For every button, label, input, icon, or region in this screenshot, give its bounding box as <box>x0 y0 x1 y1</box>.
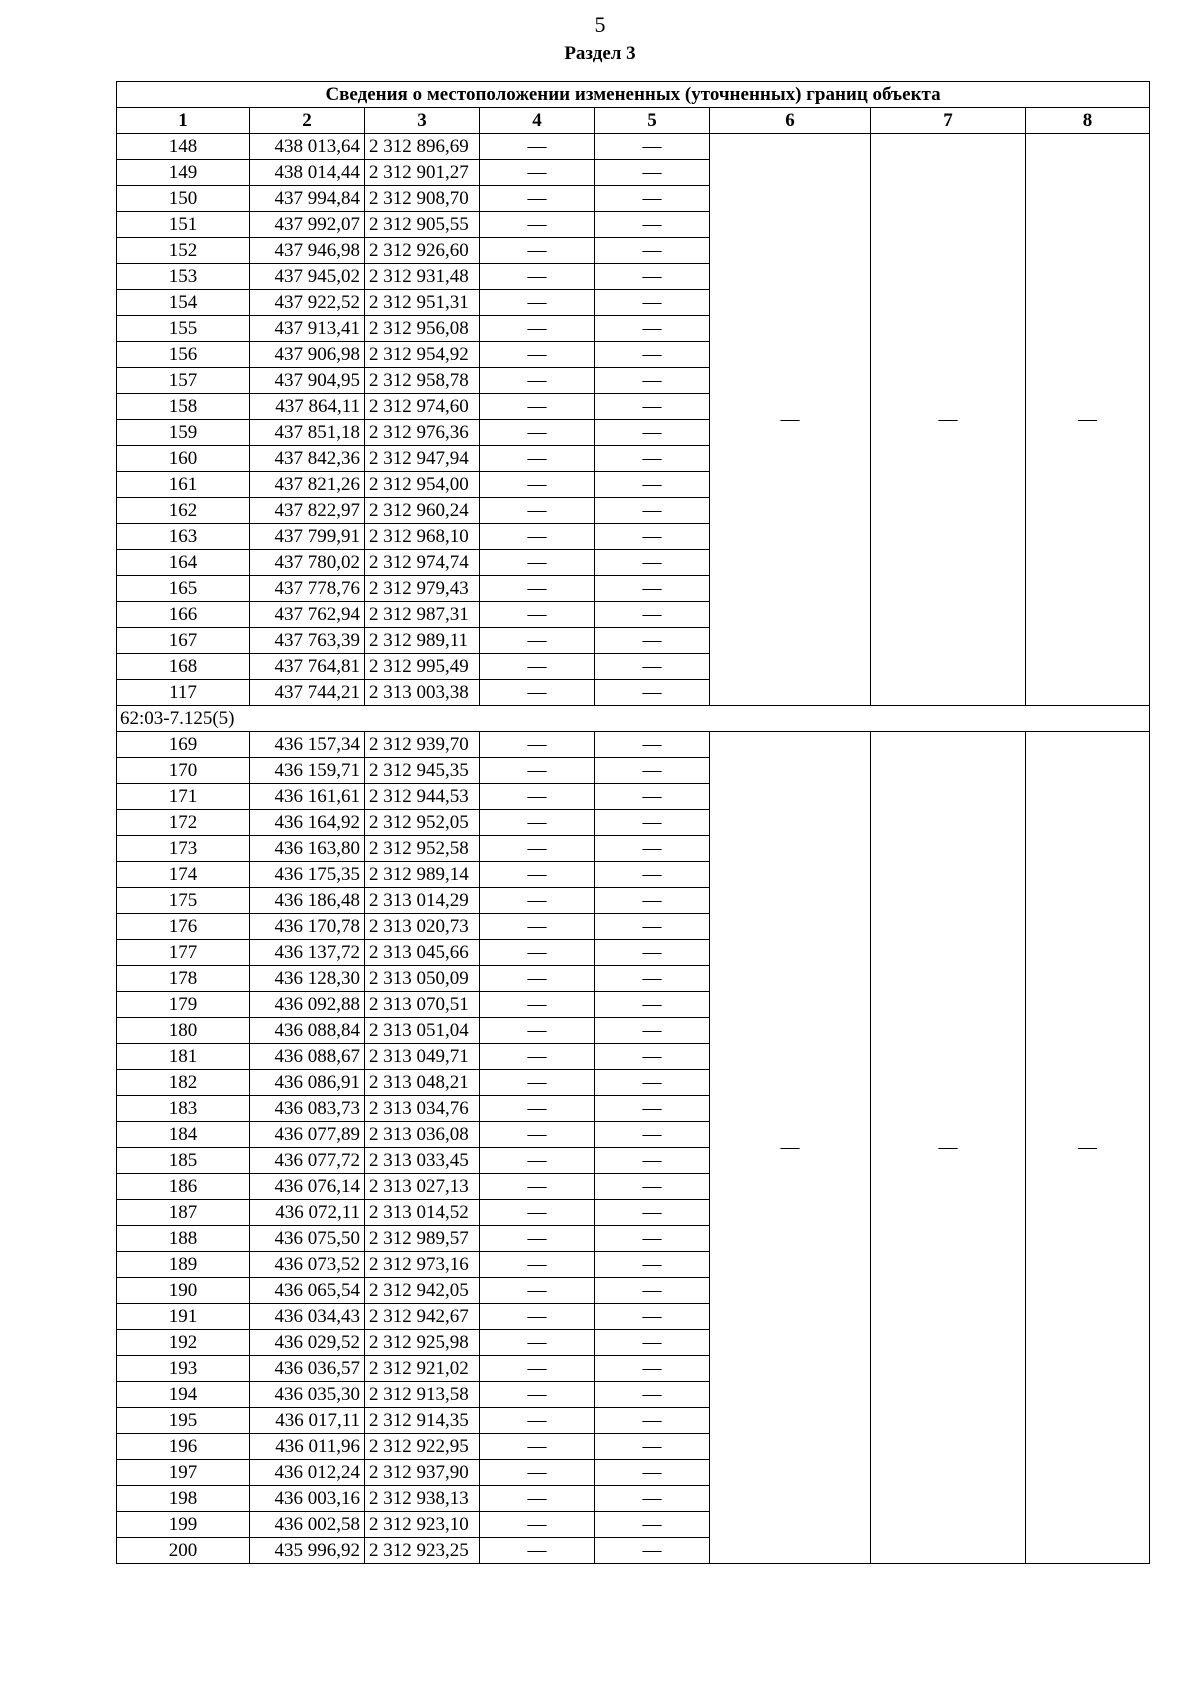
empty-value-dash: — <box>595 1434 710 1460</box>
point-number-cell: 150 <box>117 186 250 212</box>
empty-value-dash: — <box>480 472 595 498</box>
empty-value-dash: — <box>595 758 710 784</box>
coordinate-x-cell: 437 822,97 <box>250 498 365 524</box>
point-number-cell: 167 <box>117 628 250 654</box>
empty-value-dash: — <box>480 940 595 966</box>
empty-value-dash: — <box>595 1096 710 1122</box>
coordinate-y-cell: 2 312 951,31 <box>365 290 480 316</box>
coordinate-x-cell: 438 013,64 <box>250 134 365 160</box>
empty-value-dash: — <box>480 368 595 394</box>
point-number-cell: 184 <box>117 1122 250 1148</box>
column-header: 3 <box>365 108 480 134</box>
coordinate-x-cell: 436 076,14 <box>250 1174 365 1200</box>
column-number-row <box>117 108 1150 134</box>
coordinate-y-cell: 2 312 976,36 <box>365 420 480 446</box>
empty-value-dash: — <box>595 1200 710 1226</box>
point-number-cell: 168 <box>117 654 250 680</box>
empty-value-dash: — <box>480 654 595 680</box>
empty-value-dash: — <box>480 212 595 238</box>
empty-value-dash: — <box>595 446 710 472</box>
point-number-cell: 186 <box>117 1174 250 1200</box>
empty-value-dash: — <box>595 966 710 992</box>
coordinate-y-cell: 2 312 923,25 <box>365 1538 480 1564</box>
point-number-cell: 157 <box>117 368 250 394</box>
coordinate-y-cell: 2 312 974,60 <box>365 394 480 420</box>
coordinate-y-cell: 2 312 956,08 <box>365 316 480 342</box>
coordinate-y-cell: 2 312 905,55 <box>365 212 480 238</box>
empty-value-dash: — <box>480 1018 595 1044</box>
coordinate-x-cell: 437 945,02 <box>250 264 365 290</box>
coordinate-x-cell: 437 764,81 <box>250 654 365 680</box>
empty-value-dash: — <box>595 862 710 888</box>
coordinate-x-cell: 436 077,89 <box>250 1122 365 1148</box>
empty-value-dash: — <box>480 498 595 524</box>
empty-value-dash: — <box>595 1278 710 1304</box>
point-number-cell: 152 <box>117 238 250 264</box>
coordinate-y-cell: 2 312 968,10 <box>365 524 480 550</box>
coordinate-x-cell: 437 864,11 <box>250 394 365 420</box>
point-number-cell: 182 <box>117 1070 250 1096</box>
empty-value-dash: — <box>595 1408 710 1434</box>
coordinate-y-cell: 2 313 020,73 <box>365 914 480 940</box>
empty-value-dash: — <box>595 186 710 212</box>
coordinate-y-cell: 2 312 914,35 <box>365 1408 480 1434</box>
coordinate-x-cell: 436 075,50 <box>250 1226 365 1252</box>
coordinate-y-cell: 2 313 027,13 <box>365 1174 480 1200</box>
empty-value-dash: — <box>480 316 595 342</box>
coordinate-y-cell: 2 312 926,60 <box>365 238 480 264</box>
coordinate-y-cell: 2 313 051,04 <box>365 1018 480 1044</box>
coordinate-x-cell: 436 170,78 <box>250 914 365 940</box>
empty-value-dash: — <box>595 1226 710 1252</box>
empty-value-dash: — <box>595 1538 710 1564</box>
empty-value-dash: — <box>480 1200 595 1226</box>
empty-value-dash: — <box>480 342 595 368</box>
empty-value-dash: — <box>595 1382 710 1408</box>
empty-value-dash: — <box>595 888 710 914</box>
coordinate-x-cell: 437 906,98 <box>250 342 365 368</box>
empty-value-dash: — <box>595 342 710 368</box>
empty-value-dash: — <box>480 836 595 862</box>
empty-value-dash: — <box>480 628 595 654</box>
coordinate-x-cell: 436 002,58 <box>250 1512 365 1538</box>
coordinate-x-cell: 436 003,16 <box>250 1486 365 1512</box>
empty-value-dash: — <box>595 290 710 316</box>
coordinate-x-cell: 436 137,72 <box>250 940 365 966</box>
coordinate-y-cell: 2 312 908,70 <box>365 186 480 212</box>
empty-value-dash: — <box>595 940 710 966</box>
empty-value-dash: — <box>480 1330 595 1356</box>
coordinate-x-cell: 437 994,84 <box>250 186 365 212</box>
empty-value-dash: — <box>480 1486 595 1512</box>
empty-value-dash: — <box>480 1408 595 1434</box>
empty-value-dash: — <box>480 550 595 576</box>
table-row <box>117 732 1150 758</box>
coordinate-y-cell: 2 312 942,67 <box>365 1304 480 1330</box>
coordinate-y-cell: 2 312 939,70 <box>365 732 480 758</box>
empty-value-dash: — <box>595 394 710 420</box>
empty-value-dash: — <box>480 1382 595 1408</box>
coordinate-y-cell: 2 313 003,38 <box>365 680 480 706</box>
empty-value-dash: — <box>595 784 710 810</box>
empty-value-dash: — <box>480 888 595 914</box>
point-number-cell: 162 <box>117 498 250 524</box>
coordinate-y-cell: 2 312 979,43 <box>365 576 480 602</box>
point-number-cell: 179 <box>117 992 250 1018</box>
empty-value-dash: — <box>595 1252 710 1278</box>
point-number-cell: 163 <box>117 524 250 550</box>
coordinate-x-cell: 436 012,24 <box>250 1460 365 1486</box>
coordinate-x-cell: 437 762,94 <box>250 602 365 628</box>
empty-value-dash: — <box>480 290 595 316</box>
coordinate-x-cell: 437 992,07 <box>250 212 365 238</box>
coordinate-x-cell: 438 014,44 <box>250 160 365 186</box>
coordinate-x-cell: 436 092,88 <box>250 992 365 1018</box>
point-number-cell: 161 <box>117 472 250 498</box>
empty-value-dash: — <box>480 1122 595 1148</box>
empty-value-dash: — <box>595 914 710 940</box>
coordinate-y-cell: 2 312 913,58 <box>365 1382 480 1408</box>
empty-value-dash: — <box>595 992 710 1018</box>
coordinate-y-cell: 2 312 954,00 <box>365 472 480 498</box>
coordinate-x-cell: 436 175,35 <box>250 862 365 888</box>
empty-value-dash: — <box>595 1460 710 1486</box>
point-number-cell: 181 <box>117 1044 250 1070</box>
coordinate-y-cell: 2 312 989,57 <box>365 1226 480 1252</box>
coordinate-x-cell: 436 072,11 <box>250 1200 365 1226</box>
coordinates-table <box>116 81 1150 1564</box>
point-number-cell: 153 <box>117 264 250 290</box>
coordinate-x-cell: 436 065,54 <box>250 1278 365 1304</box>
merged-column-7-cell: — <box>871 134 1026 706</box>
point-number-cell: 197 <box>117 1460 250 1486</box>
empty-value-dash: — <box>595 1018 710 1044</box>
coordinate-x-cell: 435 996,92 <box>250 1538 365 1564</box>
point-number-cell: 191 <box>117 1304 250 1330</box>
coordinate-x-cell: 436 011,96 <box>250 1434 365 1460</box>
merged-column-8-cell: — <box>1026 134 1150 706</box>
point-number-cell: 178 <box>117 966 250 992</box>
coordinate-y-cell: 2 313 049,71 <box>365 1044 480 1070</box>
point-number-cell: 196 <box>117 1434 250 1460</box>
empty-value-dash: — <box>480 1434 595 1460</box>
empty-value-dash: — <box>480 264 595 290</box>
coordinate-x-cell: 436 017,11 <box>250 1408 365 1434</box>
empty-value-dash: — <box>595 602 710 628</box>
empty-value-dash: — <box>595 1044 710 1070</box>
point-number-cell: 189 <box>117 1252 250 1278</box>
empty-value-dash: — <box>480 1226 595 1252</box>
coordinate-x-cell: 436 035,30 <box>250 1382 365 1408</box>
coordinate-y-cell: 2 313 014,29 <box>365 888 480 914</box>
empty-value-dash: — <box>595 1122 710 1148</box>
point-number-cell: 169 <box>117 732 250 758</box>
coordinate-y-cell: 2 312 947,94 <box>365 446 480 472</box>
point-number-cell: 198 <box>117 1486 250 1512</box>
coordinate-y-cell: 2 313 036,08 <box>365 1122 480 1148</box>
coordinate-x-cell: 437 922,52 <box>250 290 365 316</box>
point-number-cell: 183 <box>117 1096 250 1122</box>
group-label-row <box>117 706 1150 732</box>
empty-value-dash: — <box>480 810 595 836</box>
point-number-cell: 173 <box>117 836 250 862</box>
point-number-cell: 190 <box>117 1278 250 1304</box>
empty-value-dash: — <box>480 1304 595 1330</box>
coordinate-x-cell: 437 946,98 <box>250 238 365 264</box>
coordinate-x-cell: 437 799,91 <box>250 524 365 550</box>
coordinate-y-cell: 2 313 070,51 <box>365 992 480 1018</box>
empty-value-dash: — <box>595 1356 710 1382</box>
coordinate-y-cell: 2 312 989,11 <box>365 628 480 654</box>
empty-value-dash: — <box>480 914 595 940</box>
coordinate-y-cell: 2 312 925,98 <box>365 1330 480 1356</box>
point-number-cell: 160 <box>117 446 250 472</box>
point-number-cell: 194 <box>117 1382 250 1408</box>
coordinate-y-cell: 2 312 989,14 <box>365 862 480 888</box>
coordinate-x-cell: 437 842,36 <box>250 446 365 472</box>
empty-value-dash: — <box>595 160 710 186</box>
empty-value-dash: — <box>480 602 595 628</box>
empty-value-dash: — <box>595 654 710 680</box>
column-header: 4 <box>480 108 595 134</box>
coordinate-x-cell: 436 088,67 <box>250 1044 365 1070</box>
empty-value-dash: — <box>480 186 595 212</box>
coordinate-x-cell: 436 186,48 <box>250 888 365 914</box>
coordinate-x-cell: 437 763,39 <box>250 628 365 654</box>
coordinate-y-cell: 2 313 045,66 <box>365 940 480 966</box>
coordinate-x-cell: 436 088,84 <box>250 1018 365 1044</box>
coordinate-y-cell: 2 312 973,16 <box>365 1252 480 1278</box>
point-number-cell: 200 <box>117 1538 250 1564</box>
point-number-cell: 193 <box>117 1356 250 1382</box>
empty-value-dash: — <box>480 1096 595 1122</box>
coordinate-y-cell: 2 312 931,48 <box>365 264 480 290</box>
empty-value-dash: — <box>595 1330 710 1356</box>
coordinate-x-cell: 436 036,57 <box>250 1356 365 1382</box>
point-number-cell: 175 <box>117 888 250 914</box>
coordinate-x-cell: 437 851,18 <box>250 420 365 446</box>
point-number-cell: 187 <box>117 1200 250 1226</box>
coordinate-x-cell: 436 073,52 <box>250 1252 365 1278</box>
coordinate-y-cell: 2 312 937,90 <box>365 1460 480 1486</box>
empty-value-dash: — <box>480 524 595 550</box>
point-number-cell: 188 <box>117 1226 250 1252</box>
coordinate-x-cell: 437 778,76 <box>250 576 365 602</box>
empty-value-dash: — <box>480 1044 595 1070</box>
empty-value-dash: — <box>595 472 710 498</box>
empty-value-dash: — <box>480 732 595 758</box>
point-number-cell: 166 <box>117 602 250 628</box>
empty-value-dash: — <box>595 134 710 160</box>
table-row <box>117 134 1150 160</box>
coordinate-x-cell: 436 077,72 <box>250 1148 365 1174</box>
point-number-cell: 154 <box>117 290 250 316</box>
point-number-cell: 117 <box>117 680 250 706</box>
empty-value-dash: — <box>595 498 710 524</box>
empty-value-dash: — <box>480 1252 595 1278</box>
empty-value-dash: — <box>480 134 595 160</box>
empty-value-dash: — <box>595 264 710 290</box>
coordinate-y-cell: 2 312 952,58 <box>365 836 480 862</box>
coordinate-x-cell: 436 083,73 <box>250 1096 365 1122</box>
coordinate-y-cell: 2 312 987,31 <box>365 602 480 628</box>
coordinate-x-cell: 436 157,34 <box>250 732 365 758</box>
empty-value-dash: — <box>595 810 710 836</box>
empty-value-dash: — <box>595 680 710 706</box>
point-number-cell: 174 <box>117 862 250 888</box>
point-number-cell: 172 <box>117 810 250 836</box>
empty-value-dash: — <box>480 576 595 602</box>
point-number-cell: 149 <box>117 160 250 186</box>
coordinate-x-cell: 436 164,92 <box>250 810 365 836</box>
table-body <box>117 134 1150 1564</box>
empty-value-dash: — <box>595 1486 710 1512</box>
coordinate-y-cell: 2 313 033,45 <box>365 1148 480 1174</box>
coordinate-x-cell: 436 159,71 <box>250 758 365 784</box>
point-number-cell: 185 <box>117 1148 250 1174</box>
coordinate-y-cell: 2 312 896,69 <box>365 134 480 160</box>
column-header: 6 <box>710 108 871 134</box>
point-number-cell: 164 <box>117 550 250 576</box>
column-header: 2 <box>250 108 365 134</box>
coordinate-y-cell: 2 312 938,13 <box>365 1486 480 1512</box>
point-number-cell: 180 <box>117 1018 250 1044</box>
coordinate-x-cell: 436 086,91 <box>250 1070 365 1096</box>
point-number-cell: 148 <box>117 134 250 160</box>
empty-value-dash: — <box>595 316 710 342</box>
empty-value-dash: — <box>480 784 595 810</box>
coordinate-y-cell: 2 312 923,10 <box>365 1512 480 1538</box>
merged-column-6-cell: — <box>710 732 871 1564</box>
coordinate-x-cell: 436 161,61 <box>250 784 365 810</box>
coordinate-y-cell: 2 312 942,05 <box>365 1278 480 1304</box>
empty-value-dash: — <box>480 758 595 784</box>
table-caption: Сведения о местоположении измененных (уточненных) границ объекта <box>117 82 1150 108</box>
empty-value-dash: — <box>480 394 595 420</box>
empty-value-dash: — <box>595 368 710 394</box>
empty-value-dash: — <box>595 1174 710 1200</box>
point-number-cell: 177 <box>117 940 250 966</box>
point-number-cell: 170 <box>117 758 250 784</box>
coordinate-y-cell: 2 313 050,09 <box>365 966 480 992</box>
empty-value-dash: — <box>595 1512 710 1538</box>
point-number-cell: 156 <box>117 342 250 368</box>
point-number-cell: 158 <box>117 394 250 420</box>
empty-value-dash: — <box>595 1148 710 1174</box>
empty-value-dash: — <box>595 732 710 758</box>
coordinate-y-cell: 2 312 954,92 <box>365 342 480 368</box>
coordinate-y-cell: 2 312 944,53 <box>365 784 480 810</box>
empty-value-dash: — <box>595 420 710 446</box>
coordinate-x-cell: 437 913,41 <box>250 316 365 342</box>
empty-value-dash: — <box>480 1278 595 1304</box>
empty-value-dash: — <box>480 1538 595 1564</box>
point-number-cell: 192 <box>117 1330 250 1356</box>
empty-value-dash: — <box>595 524 710 550</box>
point-number-cell: 171 <box>117 784 250 810</box>
empty-value-dash: — <box>480 1512 595 1538</box>
column-header: 8 <box>1026 108 1150 134</box>
point-number-cell: 176 <box>117 914 250 940</box>
empty-value-dash: — <box>480 1148 595 1174</box>
point-number-cell: 155 <box>117 316 250 342</box>
coordinate-y-cell: 2 312 945,35 <box>365 758 480 784</box>
merged-column-7-cell: — <box>871 732 1026 1564</box>
coordinate-x-cell: 436 163,80 <box>250 836 365 862</box>
coordinate-y-cell: 2 313 014,52 <box>365 1200 480 1226</box>
empty-value-dash: — <box>595 1304 710 1330</box>
group-label: 62:03-7.125(5) <box>117 706 1150 732</box>
coordinate-x-cell: 437 904,95 <box>250 368 365 394</box>
empty-value-dash: — <box>480 160 595 186</box>
coordinate-x-cell: 437 780,02 <box>250 550 365 576</box>
empty-value-dash: — <box>595 628 710 654</box>
coordinate-y-cell: 2 312 921,02 <box>365 1356 480 1382</box>
coordinate-y-cell: 2 312 960,24 <box>365 498 480 524</box>
merged-column-6-cell: — <box>710 134 871 706</box>
column-header: 1 <box>117 108 250 134</box>
coordinate-y-cell: 2 312 974,74 <box>365 550 480 576</box>
empty-value-dash: — <box>595 550 710 576</box>
empty-value-dash: — <box>595 836 710 862</box>
coordinate-x-cell: 436 034,43 <box>250 1304 365 1330</box>
coordinate-x-cell: 437 821,26 <box>250 472 365 498</box>
coordinate-x-cell: 436 029,52 <box>250 1330 365 1356</box>
point-number-cell: 159 <box>117 420 250 446</box>
empty-value-dash: — <box>480 446 595 472</box>
empty-value-dash: — <box>480 1356 595 1382</box>
empty-value-dash: — <box>595 238 710 264</box>
point-number-cell: 151 <box>117 212 250 238</box>
coordinate-y-cell: 2 312 922,95 <box>365 1434 480 1460</box>
empty-value-dash: — <box>480 966 595 992</box>
empty-value-dash: — <box>480 238 595 264</box>
empty-value-dash: — <box>595 576 710 602</box>
empty-value-dash: — <box>595 212 710 238</box>
coordinate-y-cell: 2 312 995,49 <box>365 654 480 680</box>
coordinate-x-cell: 437 744,21 <box>250 680 365 706</box>
empty-value-dash: — <box>480 680 595 706</box>
empty-value-dash: — <box>480 420 595 446</box>
coordinate-y-cell: 2 313 034,76 <box>365 1096 480 1122</box>
column-header: 5 <box>595 108 710 134</box>
coordinate-y-cell: 2 312 901,27 <box>365 160 480 186</box>
section-title: Раздел 3 <box>564 43 636 64</box>
coordinate-x-cell: 436 128,30 <box>250 966 365 992</box>
point-number-cell: 199 <box>117 1512 250 1538</box>
column-header: 7 <box>871 108 1026 134</box>
point-number-cell: 165 <box>117 576 250 602</box>
empty-value-dash: — <box>480 992 595 1018</box>
empty-value-dash: — <box>480 1174 595 1200</box>
empty-value-dash: — <box>480 1070 595 1096</box>
empty-value-dash: — <box>595 1070 710 1096</box>
empty-value-dash: — <box>480 1460 595 1486</box>
coordinate-y-cell: 2 313 048,21 <box>365 1070 480 1096</box>
coordinate-y-cell: 2 312 952,05 <box>365 810 480 836</box>
merged-column-8-cell: — <box>1026 732 1150 1564</box>
coordinate-y-cell: 2 312 958,78 <box>365 368 480 394</box>
point-number-cell: 195 <box>117 1408 250 1434</box>
page-number: 5 <box>594 12 606 37</box>
empty-value-dash: — <box>480 862 595 888</box>
